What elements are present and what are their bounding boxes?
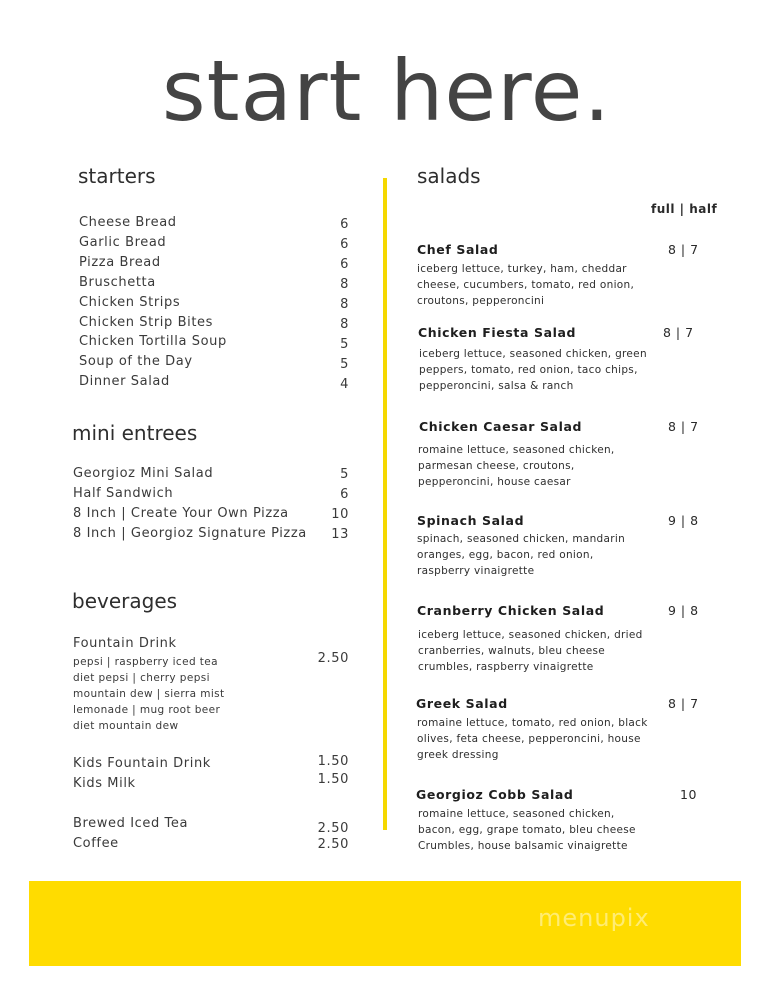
salad-desc bbox=[418, 627, 658, 675]
starter-item-price: 6 bbox=[340, 217, 349, 232]
salad-desc-line: greek dressing bbox=[417, 749, 499, 761]
beverage-name: Brewed Iced Tea bbox=[73, 816, 189, 831]
beverage-price: 1.50 bbox=[317, 772, 349, 787]
salad-price: 8 | 7 bbox=[663, 325, 694, 340]
salad-desc-line: romaine lettuce, seasoned chicken, bbox=[418, 444, 615, 456]
beverage-price: 2.50 bbox=[317, 651, 349, 666]
salad-desc-line: cheese, cucumbers, tomato, red onion, bbox=[417, 279, 635, 291]
salad-desc-line: romaine lettuce, seasoned chicken, bbox=[418, 808, 615, 820]
mini-entree-item-price: 5 bbox=[340, 467, 349, 482]
starter-item-name: Pizza Bread bbox=[79, 255, 161, 270]
starter-item-price: 5 bbox=[340, 337, 349, 352]
mini-entree-item-name: Half Sandwich bbox=[73, 486, 174, 501]
salad-desc bbox=[417, 531, 657, 579]
mini-entree-item-name: 8 Inch | Create Your Own Pizza bbox=[73, 506, 289, 521]
salad-price: 9 | 8 bbox=[668, 603, 699, 618]
salad-desc-line: bacon, egg, grape tomato, bleu cheese bbox=[418, 824, 636, 836]
fountain-flavor: pepsi | raspberry iced tea bbox=[73, 656, 218, 668]
salad-desc-line: croutons, pepperoncini bbox=[417, 295, 545, 307]
salad-name: Chicken Caesar Salad bbox=[419, 419, 583, 434]
salad-desc bbox=[419, 346, 659, 394]
starter-item-name: Cheese Bread bbox=[79, 215, 177, 230]
salad-desc bbox=[418, 806, 658, 854]
salad-desc-line: iceberg lettuce, seasoned chicken, green bbox=[419, 348, 647, 360]
page-title: start here. bbox=[161, 42, 612, 140]
starter-item-name: Soup of the Day bbox=[79, 354, 193, 369]
salad-name: Georgioz Cobb Salad bbox=[416, 787, 574, 802]
starter-item-name: Chicken Strip Bites bbox=[79, 315, 213, 330]
starter-item-name: Garlic Bread bbox=[79, 235, 167, 250]
salad-desc bbox=[417, 261, 657, 309]
starter-item-name: Chicken Tortilla Soup bbox=[79, 334, 227, 349]
beverage-name: Coffee bbox=[73, 836, 119, 851]
salad-desc-line: oranges, egg, bacon, red onion, bbox=[417, 549, 594, 561]
beverages-heading: beverages bbox=[72, 589, 178, 613]
beverage-price: 2.50 bbox=[317, 837, 349, 852]
starter-item-name: Dinner Salad bbox=[79, 374, 170, 389]
salad-desc-line: romaine lettuce, tomato, red onion, black bbox=[417, 717, 648, 729]
starter-item-price: 8 bbox=[340, 277, 349, 292]
column-divider bbox=[383, 178, 387, 830]
salad-desc-line: iceberg lettuce, seasoned chicken, dried bbox=[418, 629, 643, 641]
salad-name: Spinach Salad bbox=[417, 513, 525, 528]
salad-desc-line: pepperoncini, house caesar bbox=[418, 476, 571, 488]
beverage-name: Kids Fountain Drink bbox=[73, 756, 211, 771]
starter-item-price: 8 bbox=[340, 317, 349, 332]
starter-item-name: Bruschetta bbox=[79, 275, 156, 290]
mini-entree-item-price: 10 bbox=[331, 507, 349, 522]
salads-heading: salads bbox=[417, 164, 481, 188]
size-header: full | half bbox=[651, 202, 718, 216]
watermark-logo: menupix bbox=[538, 904, 650, 932]
starter-item-price: 4 bbox=[340, 377, 349, 392]
starter-item-price: 8 bbox=[340, 297, 349, 312]
beverage-price: 1.50 bbox=[317, 754, 349, 769]
beverage-name: Fountain Drink bbox=[73, 636, 177, 651]
salad-desc-line: Crumbles, house balsamic vinaigrette bbox=[418, 840, 628, 852]
salad-desc-line: crumbles, raspberry vinaigrette bbox=[418, 661, 594, 673]
salad-desc-line: peppers, tomato, red onion, taco chips, bbox=[419, 364, 638, 376]
salad-name: Greek Salad bbox=[416, 696, 508, 711]
mini-entree-item-name: 8 Inch | Georgioz Signature Pizza bbox=[73, 526, 307, 541]
beverage-name: Kids Milk bbox=[73, 776, 136, 791]
fountain-flavor: diet pepsi | cherry pepsi bbox=[73, 672, 210, 684]
starter-item-price: 6 bbox=[340, 237, 349, 252]
fountain-flavor: diet mountain dew bbox=[73, 720, 179, 732]
starters-heading: starters bbox=[78, 164, 156, 188]
salad-price: 10 bbox=[680, 787, 697, 802]
mini-entrees-heading: mini entrees bbox=[72, 421, 198, 445]
starter-item-price: 5 bbox=[340, 357, 349, 372]
salad-desc-line: olives, feta cheese, pepperoncini, house bbox=[417, 733, 641, 745]
salad-desc-line: pepperoncini, salsa & ranch bbox=[419, 380, 574, 392]
salad-desc-line: iceberg lettuce, turkey, ham, cheddar bbox=[417, 263, 627, 275]
fountain-flavor: lemonade | mug root beer bbox=[73, 704, 221, 716]
salad-desc bbox=[418, 442, 658, 490]
fountain-flavor: mountain dew | sierra mist bbox=[73, 688, 225, 700]
mini-entree-item-name: Georgioz Mini Salad bbox=[73, 466, 214, 481]
mini-entree-item-price: 6 bbox=[340, 487, 349, 502]
salad-desc-line: cranberries, walnuts, bleu cheese bbox=[418, 645, 605, 657]
starter-item-price: 6 bbox=[340, 257, 349, 272]
salad-name: Chef Salad bbox=[417, 242, 499, 257]
salad-price: 8 | 7 bbox=[668, 419, 699, 434]
salad-name: Cranberry Chicken Salad bbox=[417, 603, 605, 618]
salad-desc-line: parmesan cheese, croutons, bbox=[418, 460, 575, 472]
salad-desc-line: raspberry vinaigrette bbox=[417, 565, 535, 577]
salad-price: 9 | 8 bbox=[668, 513, 699, 528]
salad-price: 8 | 7 bbox=[668, 242, 699, 257]
mini-entree-item-price: 13 bbox=[331, 527, 349, 542]
salad-desc-line: spinach, seasoned chicken, mandarin bbox=[417, 533, 626, 545]
salad-price: 8 | 7 bbox=[668, 696, 699, 711]
starter-item-name: Chicken Strips bbox=[79, 295, 181, 310]
salad-name: Chicken Fiesta Salad bbox=[418, 325, 577, 340]
beverage-price: 2.50 bbox=[317, 821, 349, 836]
salad-desc bbox=[417, 715, 657, 763]
